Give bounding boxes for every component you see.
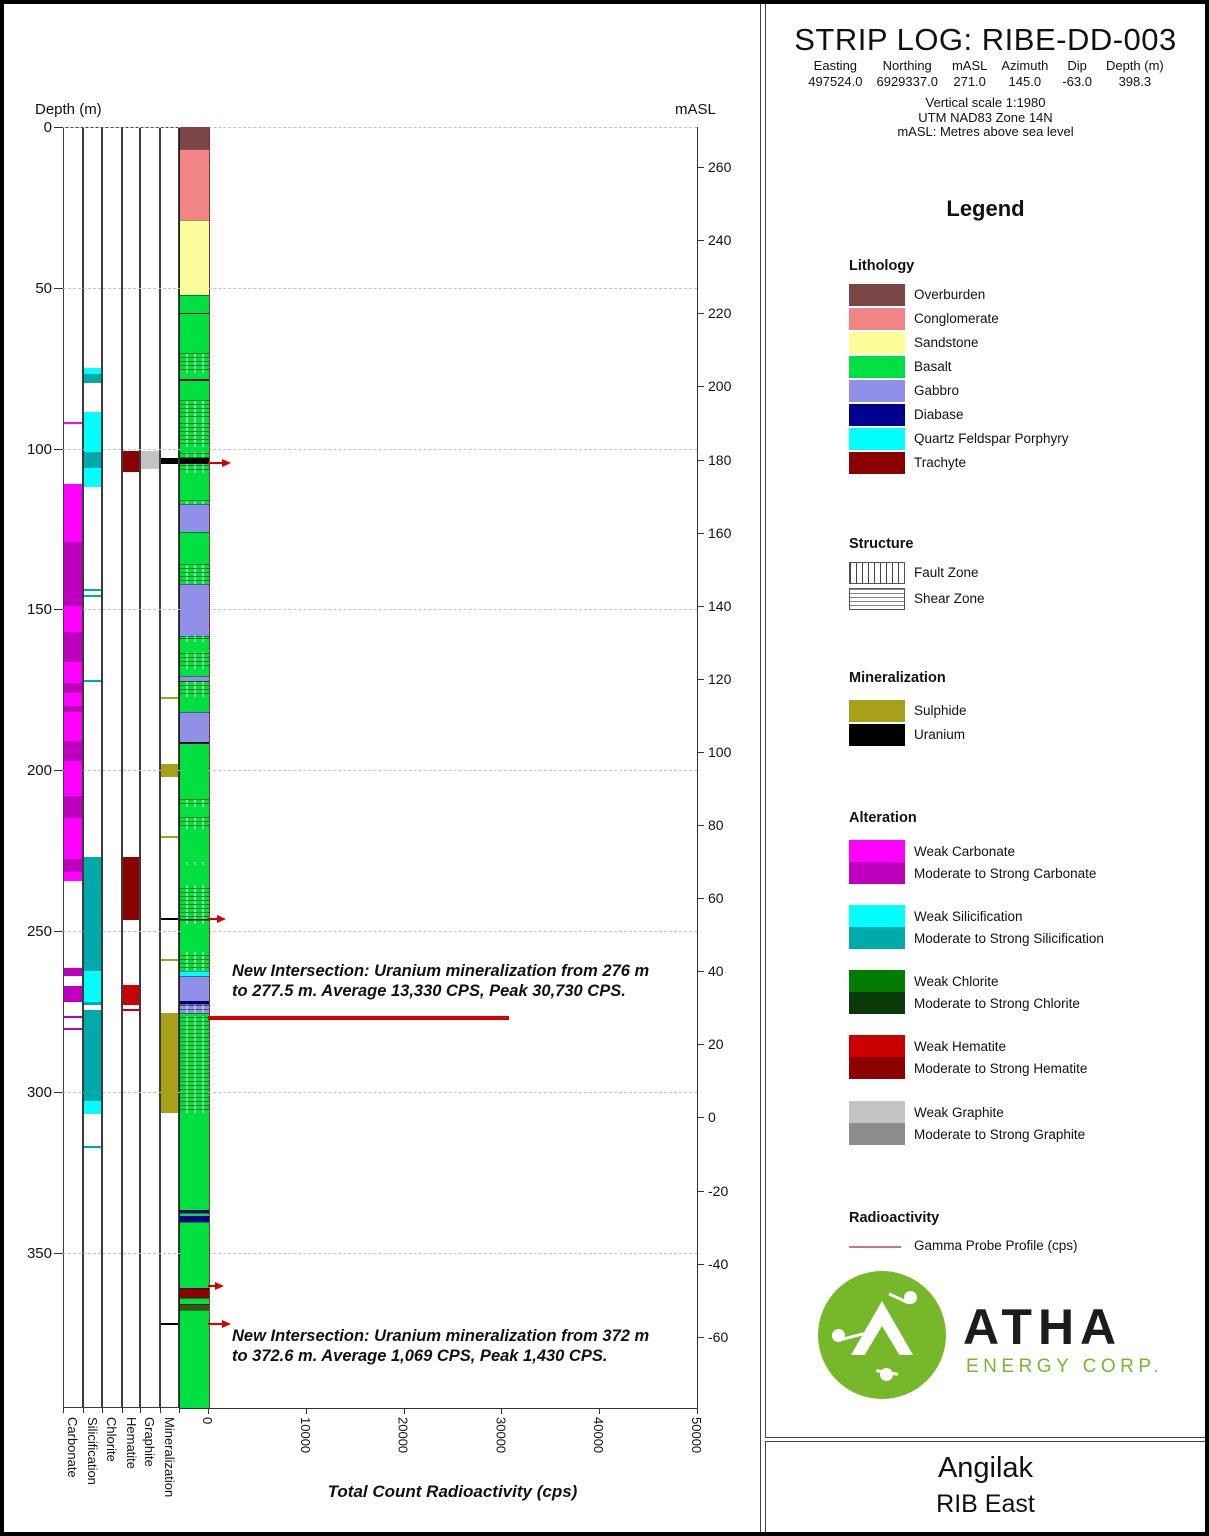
masl-tick-label: -60: [708, 1328, 729, 1345]
alteration-block-carbonate: [64, 606, 82, 632]
legend-alteration-weak-label: Weak Carbonate: [914, 844, 1016, 859]
legend-structure-swatch: [849, 588, 905, 610]
masl-tick-label: 180: [708, 451, 732, 468]
gamma-profile-line-icon: [849, 1246, 901, 1248]
shear-zone-overlay: [180, 652, 209, 669]
mineralization-block-sulphide: [161, 836, 178, 838]
legend-alteration-swatch: [849, 1035, 905, 1079]
shear-zone-overlay: [180, 636, 209, 642]
scale-note-line: UTM NAD83 Zone 14N: [918, 109, 1053, 125]
shear-zone-overlay: [180, 1004, 209, 1013]
intersection-annotation: [232, 1327, 649, 1366]
masl-tick: [697, 386, 704, 387]
masl-tick-label: 80: [708, 817, 724, 834]
masl-axis-title: mASL: [675, 101, 716, 118]
depth-tick: [54, 1253, 63, 1254]
masl-tick: [697, 679, 704, 680]
gamma-tick: [599, 1408, 600, 1414]
lithology-unit: [180, 220, 209, 295]
legend-alteration-strong-label: Moderate to Strong Graphite: [914, 1127, 1086, 1142]
masl-tick-label: 40: [708, 963, 724, 980]
gamma-tick: [501, 1408, 502, 1414]
track-bottom-tick: [140, 1408, 141, 1413]
alteration-block-hematite: [123, 1009, 139, 1011]
masl-tick: [697, 1264, 704, 1265]
lithology-unit: [180, 127, 209, 149]
masl-tick-label: 260: [708, 159, 732, 176]
gamma-spike-arrow-icon: [215, 1282, 224, 1290]
alteration-block-carbonate: [64, 872, 82, 882]
shear-zone-overlay: [180, 400, 209, 420]
lithology-unit: [180, 504, 209, 532]
gamma-tick: [208, 1408, 209, 1414]
contact-line: [180, 919, 209, 921]
gamma-spike-arrow-icon: [222, 459, 231, 467]
atha-wordmark: ATHA: [963, 1299, 1123, 1355]
masl-tick-label: 160: [708, 524, 732, 541]
legend-alteration-weak-label: Weak Graphite: [914, 1105, 1004, 1120]
strip-log-plot: [4, 4, 761, 1532]
track-graphite: [140, 127, 160, 1408]
gamma-tick-label: 40000: [591, 1417, 607, 1454]
legend-mineralization-item-swatch: [849, 700, 905, 722]
collar-info-table: [766, 58, 1206, 90]
alteration-block-silicification: [84, 1010, 101, 1102]
track-bottom-tick: [63, 1408, 64, 1413]
legend-radioactivity-heading: Radioactivity: [849, 1210, 940, 1226]
legend-lithology-item-swatch: [849, 308, 905, 330]
track-bottom-tick: [102, 1408, 103, 1413]
legend-structure-heading: Structure: [849, 536, 914, 552]
legend-lithology-item-label: Diabase: [914, 407, 964, 422]
legend-mineralization-item-label: Uranium: [914, 727, 966, 742]
alteration-block-hematite: [123, 857, 139, 920]
alteration-block-silicification: [84, 452, 101, 468]
masl-tick: [697, 1337, 704, 1338]
alteration-block-carbonate: [64, 968, 82, 976]
legend-alteration-swatch: [849, 970, 905, 1014]
annotation-line: to 372.6 m. Average 1,069 CPS, Peak 1,430 CPS.: [232, 1346, 608, 1365]
masl-axis-line: [697, 127, 698, 1408]
alteration-block-silicification: [84, 857, 101, 971]
legend-alteration-strong-label: Moderate to Strong Hematite: [914, 1061, 1088, 1076]
masl-tick-label: 20: [708, 1036, 724, 1053]
depth-tick: [54, 770, 63, 771]
lithology-unit: [180, 742, 209, 971]
gamma-spike: [208, 462, 222, 464]
collar-field: [1106, 58, 1164, 90]
depth-gridline: [63, 127, 697, 128]
alteration-block-carbonate: [64, 484, 82, 542]
collar-field-value: 398.3: [1118, 74, 1152, 89]
legend-alteration-strong-label: Moderate to Strong Silicification: [914, 931, 1104, 946]
alteration-block-carbonate: [64, 761, 82, 796]
lithology-unit: [180, 1288, 209, 1298]
legend-lithology-item-swatch: [849, 404, 905, 426]
shear-zone-overlay: [180, 500, 209, 504]
depth-tick-label: 300: [26, 1083, 52, 1101]
masl-tick-label: 0: [708, 1109, 716, 1126]
track-chlorite: [102, 127, 122, 1408]
gamma-spike-arrow-icon: [222, 1320, 231, 1328]
project-name: Angilak: [937, 1452, 1034, 1484]
alteration-block-hematite: [123, 451, 139, 472]
scale-note-line: Vertical scale 1:1980: [925, 95, 1046, 110]
legend-alteration-heading: Alteration: [849, 810, 917, 826]
gamma-tick-label: 10000: [297, 1417, 313, 1454]
legend-alteration-strong-label: Moderate to Strong Carbonate: [914, 866, 1097, 881]
alteration-block-silicification: [84, 1002, 101, 1005]
lithology-unit: [180, 1222, 209, 1288]
gamma-tick: [306, 1408, 307, 1414]
depth-gridline: [63, 449, 697, 450]
depth-gridline: [63, 288, 697, 289]
contact-line: [180, 313, 209, 315]
mineralization-block-uranium: [161, 1323, 178, 1325]
legend-alteration-strong-label: Moderate to Strong Chlorite: [914, 996, 1080, 1011]
shear-zone-overlay: [180, 420, 209, 447]
masl-tick: [697, 606, 704, 607]
legend-lithology-heading: Lithology: [849, 258, 915, 274]
contact-line: [180, 742, 209, 744]
track-bottom-tick: [122, 1408, 123, 1413]
annotation-line: New Intersection: Uranium mineralization from 276 m: [232, 962, 650, 980]
project-title-block: [765, 1441, 1205, 1532]
mineralization-block-sulphide: [161, 764, 178, 777]
mineralization-block-sulphide: [161, 959, 178, 961]
gamma-spike: [208, 1016, 509, 1020]
track-label: Hematite: [124, 1417, 139, 1470]
depth-tick-label: 0: [43, 119, 52, 136]
track-silicification: [83, 127, 102, 1408]
depth-tick-label: 350: [26, 1244, 52, 1262]
gamma-baseline: [209, 127, 210, 1408]
alteration-block-carbonate: [64, 986, 82, 1002]
masl-tick: [697, 460, 704, 461]
shear-zone-overlay: [180, 817, 209, 829]
legend-lithology-item-swatch: [849, 356, 905, 378]
depth-gridline: [63, 609, 697, 610]
masl-tick: [697, 533, 704, 534]
scale-notes: [766, 96, 1205, 140]
alteration-block-silicification: [84, 971, 101, 1002]
title-legend-panel: [765, 4, 1205, 1438]
gamma-tick-label: 20000: [395, 1417, 411, 1454]
gamma-spike-arrow-icon: [217, 915, 226, 923]
depth-tick: [54, 609, 63, 610]
alteration-block-carbonate: [64, 1028, 82, 1030]
masl-tick: [697, 240, 704, 241]
collar-field-label: Dip: [1067, 58, 1087, 73]
depth-tick: [54, 931, 63, 932]
gamma-tick: [697, 1408, 698, 1414]
track-bottom-tick: [179, 1408, 180, 1413]
legend-structure-label: Shear Zone: [914, 591, 985, 606]
track-label: Chlorite: [104, 1417, 119, 1462]
collar-field-label: mASL: [951, 58, 988, 73]
collar-field-value: -63.0: [1062, 74, 1092, 89]
shear-zone-overlay: [180, 1016, 209, 1113]
legend-alteration-swatch: [849, 840, 905, 884]
masl-tick: [697, 971, 704, 972]
gamma-spike: [208, 1323, 222, 1325]
depth-tick-label: 250: [26, 923, 52, 941]
alteration-block-silicification: [84, 1101, 101, 1114]
legend-lithology-item-label: Basalt: [914, 359, 952, 374]
alteration-block-silicification: [84, 412, 101, 452]
legend-radioactivity-label: Gamma Probe Profile (cps): [914, 1238, 1078, 1253]
alteration-block-silicification: [84, 374, 101, 383]
depth-tick-label: 50: [35, 279, 52, 297]
legend-lithology-item-label: Gabbro: [914, 383, 960, 398]
logo-triangle-inner: [864, 1326, 900, 1356]
legend-mineralization-item-label: Sulphide: [914, 703, 967, 718]
masl-tick-label: 200: [708, 378, 732, 395]
alteration-block-carbonate: [64, 422, 82, 424]
project-area: RIB East: [936, 1490, 1035, 1518]
legend-structure-swatch: [849, 562, 905, 584]
depth-tick: [54, 1092, 63, 1093]
legend-mineralization-item-swatch: [849, 724, 905, 746]
annotation-line: New Intersection: Uranium mineralization from 372 m: [232, 1327, 650, 1345]
track-label: Carbonate: [65, 1417, 80, 1478]
alteration-block-carbonate: [64, 741, 82, 760]
legend-lithology-item-swatch: [849, 380, 905, 402]
depth-tick-label: 150: [26, 601, 52, 619]
depth-tick-label: 100: [26, 440, 52, 458]
gamma-axis-title: Total Count Radioactivity (cps): [327, 1482, 578, 1501]
lithology-unit: [180, 1216, 209, 1223]
legend-lithology-item-swatch: [849, 428, 905, 450]
lithology-unit: [180, 976, 209, 1001]
shear-zone-overlay: [180, 862, 209, 865]
alteration-block-carbonate: [64, 662, 82, 683]
track-bottom-tick: [160, 1408, 161, 1413]
gamma-spike: [208, 918, 217, 920]
legend-alteration-swatch: [849, 905, 905, 949]
gamma-tick-label: 30000: [493, 1417, 509, 1454]
track-label: Graphite: [142, 1417, 157, 1467]
shear-zone-overlay: [180, 681, 209, 697]
masl-tick: [697, 313, 704, 314]
mineralization-block-uranium: [161, 458, 178, 464]
masl-tick-label: -40: [708, 1255, 729, 1272]
depth-tick: [54, 449, 63, 450]
annotation-line: to 277.5 m. Average 13,330 CPS, Peak 30,730 CPS.: [232, 981, 626, 1000]
alteration-block-carbonate: [64, 712, 82, 741]
mineralization-block-sulphide: [161, 1013, 178, 1113]
collar-field-label: Azimuth: [1001, 58, 1049, 73]
gamma-tick-label: 50000: [689, 1417, 704, 1454]
mineralization-block-uranium: [161, 918, 178, 920]
depth-tick: [54, 288, 63, 289]
depth-gridline: [63, 1092, 697, 1093]
masl-tick-label: 120: [708, 670, 732, 687]
alteration-block-graphite: [141, 451, 159, 469]
gamma-tick: [404, 1408, 405, 1414]
alteration-block-silicification: [84, 468, 101, 487]
shear-zone-overlay: [180, 952, 209, 972]
legend-mineralization-heading: Mineralization: [849, 670, 946, 686]
gamma-spike: [208, 1285, 215, 1287]
shear-zone-overlay: [180, 353, 209, 373]
track-label: Silicification: [85, 1417, 100, 1485]
collar-field-label: Easting: [813, 58, 858, 73]
masl-tick-label: 60: [708, 890, 724, 907]
masl-tick-label: 220: [708, 305, 732, 322]
alteration-block-silicification: [84, 680, 101, 682]
alteration-block-carbonate: [64, 693, 82, 706]
lithology-unit: [180, 712, 209, 742]
masl-tick-label: -20: [708, 1182, 729, 1199]
scale-note-line: mASL: Metres above sea level: [897, 124, 1074, 139]
intersection-annotation: [232, 962, 649, 1001]
legend-lithology-item-label: Quartz Feldspar Porphyry: [914, 431, 1069, 446]
legend-lithology-item-label: Sandstone: [914, 335, 979, 350]
depth-axis-title: Depth (m): [35, 101, 102, 118]
masl-tick: [697, 1191, 704, 1192]
depth-tick-label: 200: [26, 762, 52, 780]
legend-lithology-item-swatch: [849, 284, 905, 306]
track-hematite: [122, 127, 140, 1408]
alteration-block-carbonate: [64, 796, 82, 819]
masl-tick: [697, 1044, 704, 1045]
depth-tick: [54, 127, 63, 128]
collar-field-value: 497524.0: [808, 74, 863, 89]
masl-tick: [697, 752, 704, 753]
collar-field-label: Northing: [882, 58, 932, 73]
collar-field: [952, 58, 987, 90]
masl-tick: [697, 1117, 704, 1118]
legend-lithology-item-label: Trachyte: [914, 455, 967, 470]
shear-zone-overlay: [180, 799, 209, 807]
contact-line: [180, 379, 209, 381]
legend-lithology-item-label: Conglomerate: [914, 311, 999, 326]
gamma-axis-line: [179, 1408, 698, 1409]
masl-tick-label: 140: [708, 597, 732, 614]
legend-title: Legend: [946, 196, 1025, 221]
collar-field-value: 6929337.0: [876, 74, 938, 89]
masl-tick: [697, 825, 704, 826]
track-label: Mineralization: [162, 1417, 177, 1498]
page-title: STRIP LOG: RIBE-DD-003: [794, 22, 1177, 57]
alteration-block-silicification: [84, 595, 101, 597]
alteration-block-carbonate: [64, 859, 82, 872]
depth-gridline: [63, 1253, 697, 1254]
lithology-unit: [180, 149, 209, 220]
alteration-block-silicification: [84, 1146, 101, 1149]
depth-gridline: [63, 931, 697, 932]
alteration-block-silicification: [84, 589, 101, 591]
mineralization-block-sulphide: [161, 697, 178, 699]
masl-tick: [697, 167, 704, 168]
collar-field-label: Depth (m): [1105, 58, 1164, 73]
legend-lithology-item-swatch: [849, 452, 905, 474]
legend-lithology-item-label: Overburden: [914, 287, 986, 302]
gamma-tick-label: 0: [200, 1417, 215, 1425]
depth-gridline: [63, 770, 697, 771]
legend-lithology-item-swatch: [849, 332, 905, 354]
legend-alteration-weak-label: Weak Hematite: [914, 1039, 1007, 1054]
lithology-unit: [180, 1310, 209, 1408]
legend-alteration-swatch: [849, 1101, 905, 1145]
alteration-block-hematite: [123, 985, 139, 1005]
shear-zone-overlay: [180, 885, 209, 924]
legend-alteration-weak-label: Weak Chlorite: [914, 974, 999, 989]
collar-field: [808, 58, 862, 90]
collar-field-value: 271.0: [953, 74, 986, 89]
shear-zone-overlay: [180, 564, 209, 584]
atha-subtitle: ENERGY CORP.: [966, 1356, 1163, 1377]
legend-structure-label: Fault Zone: [914, 565, 979, 580]
uranium-band: [180, 458, 209, 464]
alteration-block-carbonate: [64, 683, 82, 693]
legend-alteration-weak-label: Weak Silicification: [914, 909, 1023, 924]
collar-field: [1062, 58, 1092, 90]
alteration-block-carbonate: [64, 542, 82, 606]
collar-field-value: 145.0: [1008, 74, 1042, 89]
masl-tick: [697, 898, 704, 899]
alteration-block-carbonate: [64, 632, 82, 663]
alteration-block-carbonate: [64, 818, 82, 858]
masl-tick-label: 100: [708, 743, 732, 760]
track-bottom-tick: [83, 1408, 84, 1413]
collar-field: [1001, 58, 1048, 90]
masl-tick-label: 240: [708, 232, 732, 249]
collar-field: [876, 58, 937, 90]
alteration-block-carbonate: [64, 1016, 82, 1018]
atha-logo-icon: [818, 1271, 946, 1399]
lithology-unit: [180, 584, 209, 636]
